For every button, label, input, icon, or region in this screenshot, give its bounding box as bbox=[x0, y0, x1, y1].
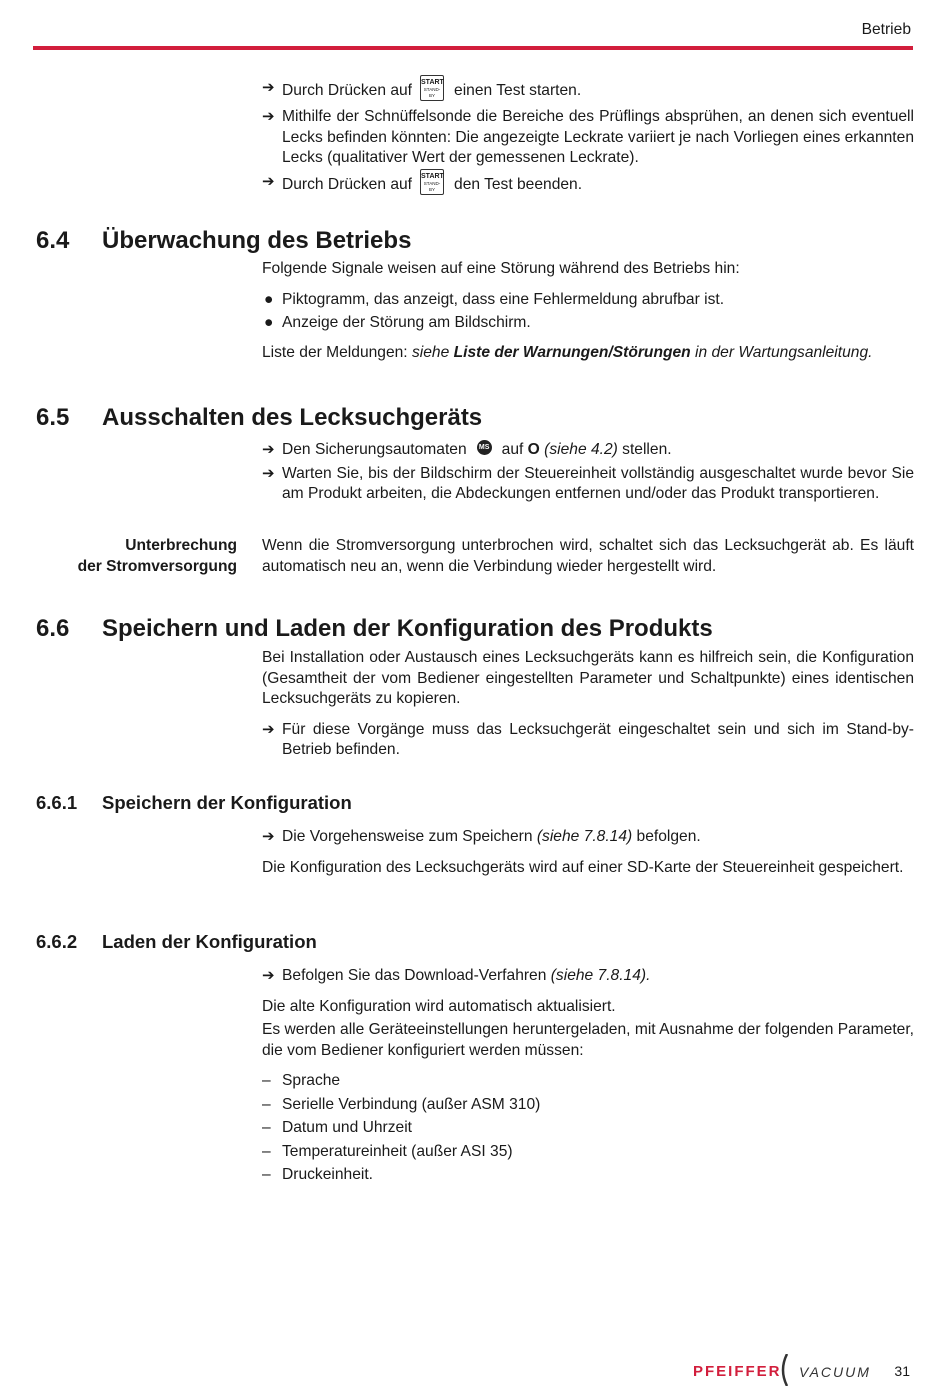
step-wait-screen-off: ➔ Warten Sie, bis der Bildschirm der Steuereinheit vollständig ausgeschaltet wurde bevor Sie am Produkt arbeiten, die Abdeckungen entfernen und/oder das Produkt transportieren. bbox=[262, 464, 914, 502]
arrow-icon: ➔ bbox=[262, 108, 275, 125]
step-start-test bbox=[262, 78, 914, 104]
paragraph: Bei Installation oder Austausch eines Lecksuchgeräts kann es hilfreich sein, die Konfiguration (Gesamtheit der vom Bediener eingestellten Parameter und Schaltpunkte) eines identischen Lecksuchgeräts zu kopieren. bbox=[262, 649, 914, 707]
running-header: Betrieb bbox=[861, 21, 911, 38]
bullet-item: ● Piktogramm, das anzeigt, dass eine Fehlermeldung abrufbar ist. bbox=[262, 290, 914, 311]
paragraph: Die alte Konfiguration wird automatisch aktualisiert. bbox=[262, 997, 616, 1015]
step-text: Mithilfe der Schnüffelsonde die Bereiche des Prüflings absprühen, an denen sich eventuell Lecks befinden könnten: Die angezeigte Leckrate variiert je nach Vorliegen eines erkannten Lecks (qualitativer Wert der gemessenen Leckrate). bbox=[282, 108, 914, 166]
arrow-icon: ➔ bbox=[262, 172, 275, 190]
section-6-6-2-body bbox=[262, 966, 914, 1186]
bullet-item: ● Anzeige der Störung am Bildschirm. bbox=[262, 313, 914, 334]
list-item: – Temperatureinheit (außer ASI 35) bbox=[262, 1142, 513, 1160]
intro-steps bbox=[262, 78, 914, 198]
arrow-icon: ➔ bbox=[262, 967, 275, 984]
section-6-6-1-body bbox=[262, 827, 914, 878]
arrow-icon: ➔ bbox=[262, 441, 275, 458]
section-heading-6-6-2: 6.6.2 Laden der Konfiguration bbox=[36, 931, 317, 952]
header-rule bbox=[33, 46, 913, 50]
step-spray-probe bbox=[262, 107, 914, 169]
side-label-power-interruption: Unterbrechung der Stromversorgung bbox=[77, 537, 237, 575]
step-text: Durch Drücken auf bbox=[282, 82, 413, 100]
logo-mark-icon bbox=[777, 1354, 791, 1386]
bullet-icon: ● bbox=[264, 314, 274, 331]
step-circuit-breaker: ➔ Den Sicherungsautomaten MS auf O (siehe 4.2) stellen. bbox=[262, 440, 914, 461]
step-text: Durch Drücken auf bbox=[282, 175, 413, 193]
section-heading-6-4: 6.4 Überwachung des Betriebs bbox=[36, 227, 412, 254]
power-interruption-text: Wenn die Stromversorgung unterbrochen wird, schaltet sich das Lecksuchgerät ab. Es läuft automatisch neu an, wenn die Verbindung wieder hergestellt wird. bbox=[262, 537, 914, 575]
circuit-breaker-icon: MS bbox=[477, 440, 492, 455]
paragraph: Die Konfiguration des Lecksuchgeräts wird auf einer SD-Karte der Steuereinheit gespeichert. bbox=[262, 858, 904, 876]
arrow-icon: ➔ bbox=[262, 720, 275, 738]
arrow-icon: ➔ bbox=[262, 79, 275, 96]
step-save-procedure: ➔ Die Vorgehensweise zum Speichern (siehe 7.8.14) befolgen. bbox=[262, 827, 914, 848]
parameter-list bbox=[262, 1071, 914, 1186]
step-download-procedure: ➔ Befolgen Sie das Download-Verfahren (siehe 7.8.14). bbox=[262, 966, 914, 987]
start-standby-key-icon: START STAND-BY bbox=[420, 169, 444, 195]
page-number: 31 bbox=[894, 1363, 910, 1379]
arrow-icon: ➔ bbox=[262, 464, 275, 482]
section-6-6-body bbox=[262, 648, 914, 761]
step-standby: ➔ Für diese Vorgänge muss das Lecksuchgerät eingeschaltet sein und sich im Stand-by-Betrieb befinden. bbox=[262, 720, 914, 758]
step-text-end: einen Test starten. bbox=[454, 82, 582, 100]
step-stop-test bbox=[262, 172, 914, 198]
section-heading-6-6-1: 6.6.1 Speichern der Konfiguration bbox=[36, 792, 352, 813]
section-heading-6-5: 6.5 Ausschalten des Lecksuchgeräts bbox=[36, 404, 483, 431]
section-6-5-body bbox=[262, 440, 914, 505]
list-item: – Druckeinheit. bbox=[262, 1166, 374, 1183]
section-heading-6-6: 6.6 Speichern und Laden der Konfiguration des Produkts bbox=[36, 615, 713, 642]
section-6-4-body bbox=[262, 259, 914, 363]
list-item: – Serielle Verbindung (außer ASM 310) bbox=[262, 1095, 541, 1113]
arrow-icon: ➔ bbox=[262, 828, 275, 845]
list-item: – Sprache bbox=[262, 1072, 341, 1089]
paragraph: Folgende Signale weisen auf eine Störung während des Betriebs hin: bbox=[262, 260, 740, 277]
list-item: – Datum und Uhrzeit bbox=[262, 1119, 413, 1136]
paragraph: Es werden alle Geräteeinstellungen heruntergeladen, mit Ausnahme der folgenden Parameter, die vom Bediener konfiguriert werden müssen: bbox=[262, 1021, 914, 1059]
step-text-end: den Test beenden. bbox=[454, 175, 583, 193]
start-standby-key-icon: START STAND-BY bbox=[420, 75, 444, 101]
bullet-icon: ● bbox=[264, 290, 274, 308]
messages-list-reference: Liste der Meldungen: siehe Liste der Warnungen/Störungen in der Wartungsanleitung. bbox=[262, 343, 873, 361]
